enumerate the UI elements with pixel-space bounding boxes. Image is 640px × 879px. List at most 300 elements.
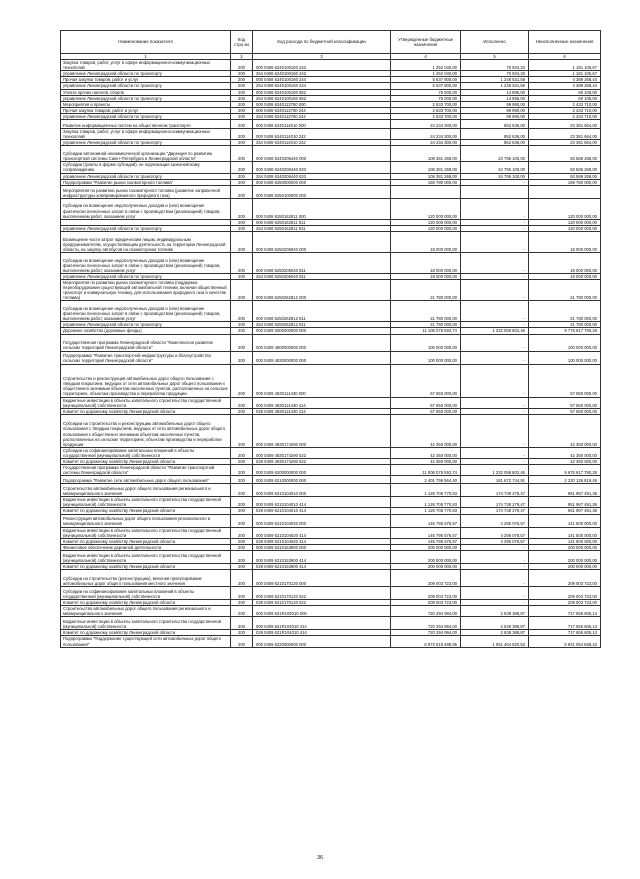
table-row [61, 301, 601, 322]
table-row [61, 550, 601, 563]
row-unexecuted-cell: 57 650 000,00 [529, 364, 601, 397]
row-executed-cell: 4 295 076,57 [461, 527, 529, 538]
row-approved-cell: 18 000 000,00 [391, 252, 461, 273]
row-executed-cell: 4 295 076,57 [461, 538, 529, 544]
row-executed-cell: 2 639 388,87 [461, 606, 529, 617]
row-classification-code-cell: 000 0409 6200000000 000 [253, 465, 391, 476]
row-approved-cell: 5 637 800,00 [391, 77, 461, 83]
row-approved-cell: 24 234 300,00 [391, 129, 461, 140]
row-classification-code-cell: 000 0409 6210104010 000 [253, 484, 391, 497]
row-line-code-cell: 200 [231, 334, 253, 351]
row-unexecuted-cell: 1 181 105,67 [529, 71, 601, 77]
row-executed-cell: 1 051 464 920,53 [461, 636, 529, 647]
row-approved-cell: 200 000 000,00 [391, 563, 461, 569]
row-approved-cell: 11 006 076 592,74 [391, 465, 461, 476]
row-classification-code-cell: 000 0409 621R104010 414 [253, 617, 391, 630]
row-executed-cell: - [461, 563, 529, 569]
row-line-code-cell: 200 [231, 301, 253, 322]
table-row [61, 60, 601, 71]
row-executed-cell: - [461, 219, 529, 225]
row-unexecuted-cell: 209 003 723,00 [529, 587, 601, 600]
row-unexecuted-cell: 4 389 268,44 [529, 77, 601, 83]
row-executed-cell: - [461, 544, 529, 550]
row-line-code-cell: 200 [231, 447, 253, 458]
row-unexecuted-cell: 60 105,00 [529, 95, 601, 101]
row-classification-code-cell: 000 0409 4830174290 522 [253, 447, 391, 458]
row-line-code-cell: 200 [231, 273, 253, 279]
row-unexecuted-cell: 57 650 000,00 [529, 397, 601, 408]
row-line-code-cell: 200 [231, 107, 253, 113]
row-unexecuted-cell: 18 000 000,00 [529, 231, 601, 252]
table-row [61, 279, 601, 300]
row-unexecuted-cell: 42 350 000,00 [529, 447, 601, 458]
row-classification-code-cell: 029 0409 6210104010 414 [253, 508, 391, 514]
row-classification-code-cell: 000 0409 4800000000 000 [253, 334, 391, 351]
row-executed-cell: - [461, 322, 529, 328]
row-classification-code-cell: 029 0409 621R104010 414 [253, 630, 391, 636]
row-executed-cell: 14 895,00 [461, 89, 529, 95]
row-unexecuted-cell: 717 655 605,13 [529, 606, 601, 617]
row-classification-code-cell: 029 0409 6210153900 414 [253, 563, 391, 569]
table-row [61, 527, 601, 538]
row-approved-cell: 21 780 000,00 [391, 279, 461, 300]
row-unexecuted-cell: 717 655 605,13 [529, 630, 601, 636]
report-page [60, 30, 600, 648]
table-row [61, 334, 601, 351]
row-name-cell: Подпрограмма "Развитие сети автомобильных дорог общего пользования" [61, 476, 231, 484]
row-executed-cell: 24 795 100,00 [461, 162, 529, 173]
row-line-code-cell: 200 [231, 630, 253, 636]
row-executed-cell: 14 895,00 [461, 95, 529, 101]
row-classification-code-cell: 000 0408 6250162811 000 [253, 198, 391, 219]
row-unexecuted-cell: 2 433 710,00 [529, 113, 601, 119]
row-classification-code-cell: 000 0409 6210000000 000 [253, 476, 391, 484]
row-executed-cell: - [461, 231, 529, 252]
column-number: 3 [253, 54, 391, 60]
row-executed-cell: - [461, 570, 529, 587]
row-classification-code-cell: 000 0409 4830114430 414 [253, 397, 391, 408]
row-approved-cell: 100 000 000,00 [391, 351, 461, 364]
page-number: 36 [316, 855, 324, 861]
table-row [61, 120, 601, 129]
row-line-code-cell: 200 [231, 397, 253, 408]
row-name-cell: Подпрограмма "Развитие рынка газомоторного топлива" [61, 179, 231, 185]
row-approved-cell: 108 381 268,00 [391, 173, 461, 179]
row-unexecuted-cell: 18 000 000,00 [529, 273, 601, 279]
row-name-cell: управление Ленинградской области по транспорту [61, 273, 231, 279]
row-name-cell: Комитет по дорожному хозяйству Ленинградской области [61, 563, 231, 569]
row-unexecuted-cell: 200 000 000,00 [529, 550, 601, 563]
row-executed-cell: - [461, 587, 529, 600]
row-unexecuted-cell: 42 350 000,00 [529, 459, 601, 465]
table-row [61, 162, 601, 173]
row-unexecuted-cell: 951 967 491,36 [529, 508, 601, 514]
row-executed-cell: - [461, 252, 529, 273]
row-line-code-cell: 200 [231, 173, 253, 179]
row-line-code-cell: 200 [231, 322, 253, 328]
row-executed-cell: 852 636,00 [461, 140, 529, 146]
row-approved-cell: 42 350 000,00 [391, 459, 461, 465]
row-name-cell: управление Ленинградской области по транспорту [61, 113, 231, 119]
row-executed-cell: 2 639 388,87 [461, 617, 529, 630]
row-name-cell: Субсидии на возмещение недополученных доходов и (или) возмещение фактически понесенных затрат в связи с производством (реализацией) товаров, выполнением работ, оказанием услуг [61, 198, 231, 219]
row-unexecuted-cell [529, 185, 601, 198]
row-executed-cell: - [461, 397, 529, 408]
row-classification-code-cell: 000 0408 6240114010 242 [253, 129, 391, 140]
row-executed-cell: - [461, 279, 529, 300]
row-name-cell: Мероприятия и проекты [61, 101, 231, 107]
row-approved-cell: 2 533 700,00 [391, 107, 461, 113]
row-approved-cell: 18 000 000,00 [391, 231, 461, 252]
row-name-cell: Субсидии на возмещение недополученных доходов и (или) возмещение фактически понесенных затрат в связи с производством (реализацией) товаров, выполнением работ, оказанием услуг [61, 252, 231, 273]
row-executed-cell: - [461, 447, 529, 458]
table-row [61, 146, 601, 162]
row-unexecuted-cell: 717 655 605,13 [529, 617, 601, 630]
row-approved-cell: 57 650 000,00 [391, 364, 461, 397]
table-row [61, 617, 601, 630]
header-indicator-name: Наименование показателя [61, 31, 231, 54]
row-executed-cell: 24 795 100,00 [461, 146, 529, 162]
row-executed-cell: 174 738 279,47 [461, 484, 529, 497]
row-unexecuted-cell: 21 780 000,00 [529, 322, 601, 328]
row-unexecuted-cell: 5 921 054 568,42 [529, 636, 601, 647]
row-approved-cell: 108 381 268,00 [391, 146, 461, 162]
row-unexecuted-cell: 100 000 000,00 [529, 351, 601, 364]
row-name-cell: Закупка товаров, работ, услуг в сфере информационно-коммуникационных технологий [61, 129, 231, 140]
row-unexecuted-cell: 18 000 000,00 [529, 252, 601, 273]
row-line-code-cell: 200 [231, 563, 253, 569]
row-line-code-cell: 200 [231, 459, 253, 465]
row-line-code-cell: 200 [231, 606, 253, 617]
row-classification-code-cell: 000 0408 6250162811 811 [253, 219, 391, 225]
row-approved-cell: 145 795 576,57 [391, 538, 461, 544]
row-name-cell: Прочая закупка товаров, работ и услуг [61, 77, 231, 83]
row-line-code-cell: 200 [231, 550, 253, 563]
row-line-code-cell: 200 [231, 408, 253, 414]
column-number: 5 [461, 54, 529, 60]
row-name-cell: Развитие информационных систем на общественном транспорте [61, 120, 231, 129]
row-unexecuted-cell: 60 105,00 [529, 89, 601, 95]
row-executed-cell: 4 295 076,57 [461, 514, 529, 527]
row-executed-cell: - [461, 334, 529, 351]
row-name-cell: Мероприятия по развитию рынка газомоторного топлива (поддержка переоборудования существующей автомобильной техники, включая общественный транспорт и коммунальную технику, для использования природного газа в качестве топлива) [61, 279, 231, 300]
table-row [61, 484, 601, 497]
table-row [61, 587, 601, 600]
row-name-cell: управление Ленинградской области по транспорту [61, 140, 231, 146]
row-line-code-cell: 200 [231, 95, 253, 101]
column-number: 1 [61, 54, 231, 60]
row-approved-cell: 200 000 000,00 [391, 544, 461, 550]
row-name-cell: Реконструкция автомобильных дорог общего пользования регионального и межмуниципального значения [61, 514, 231, 527]
row-approved-cell: 209 003 723,00 [391, 570, 461, 587]
row-classification-code-cell: 000 0409 6210170120 522 [253, 587, 391, 600]
row-line-code-cell: 200 [231, 71, 253, 77]
row-line-code-cell: 200 [231, 328, 253, 334]
row-unexecuted-cell: 2 433 710,00 [529, 101, 601, 107]
row-line-code-cell: 200 [231, 414, 253, 447]
row-classification-code-cell: 000 0408 6240100160 244 [253, 77, 391, 83]
row-classification-code-cell: 000 0408 6250100000 000 [253, 185, 391, 198]
row-approved-cell: 200 000 000,00 [391, 550, 461, 563]
row-name-cell: Возмещение части затрат юридическим лицам, индивидуальным предпринимателям, осуществляющим деятельность на территории Ленинградской области, на закупку автобусов на газомоторном топливе [61, 231, 231, 252]
row-executed-cell: - [461, 550, 529, 563]
row-line-code-cell: 200 [231, 497, 253, 508]
row-unexecuted-cell: 200 000 000,00 [529, 544, 601, 550]
table-row [61, 185, 601, 198]
row-approved-cell: 21 780 000,00 [391, 322, 461, 328]
row-approved-cell: 24 234 300,00 [391, 140, 461, 146]
table-row [61, 465, 601, 476]
row-unexecuted-cell: 9 676 917 790,28 [529, 465, 601, 476]
row-name-cell: Субсидии автономной некоммерческой организации "Дирекция по развитию транспортной системы Санкт-Петербурга и Ленинградской области" [61, 146, 231, 162]
row-executed-cell: 99 990,00 [461, 107, 529, 113]
row-approved-cell: 159 780 000,00 [391, 179, 461, 185]
row-line-code-cell: 200 [231, 508, 253, 514]
row-name-cell: Субсидии (гранты в форме субсидий), не подлежащие казначейскому сопровождению [61, 162, 231, 173]
row-classification-code-cell: 000 0409 4830000000 000 [253, 351, 391, 364]
row-approved-cell: 209 003 723,00 [391, 587, 461, 600]
header-executed: Исполнено [461, 31, 529, 54]
row-unexecuted-cell: 1 181 105,67 [529, 60, 601, 71]
row-name-cell: Субсидии на строительство (реконструкцию), включая проектирование автомобильных дорог общего пользования местного значения [61, 570, 231, 587]
row-unexecuted-cell: 83 586 268,00 [529, 162, 601, 173]
table-row [61, 606, 601, 617]
row-unexecuted-cell: 4 389 268,44 [529, 83, 601, 89]
row-classification-code-cell: 254 0408 6240100160 852 [253, 95, 391, 101]
row-executed-cell: - [461, 351, 529, 364]
row-classification-code-cell: 000 0409 621R104010 000 [253, 606, 391, 617]
row-name-cell: Мероприятия по развитию рынка газомоторного топлива (развитие заправочной инфраструктуры компримированного природного газа) [61, 185, 231, 198]
row-line-code-cell: 200 [231, 89, 253, 95]
row-name-cell: Комитет по дорожному хозяйству Ленинградской области [61, 459, 231, 465]
row-classification-code-cell: 000 0409 6210153900 000 [253, 544, 391, 550]
row-name-cell: Дорожное хозяйство (дорожные фонды) [61, 328, 231, 334]
row-line-code-cell: 200 [231, 600, 253, 606]
row-unexecuted-cell: 209 003 723,00 [529, 600, 601, 606]
row-unexecuted-cell: 2 433 710,00 [529, 107, 601, 113]
row-name-cell: управление Ленинградской области по транспорту [61, 322, 231, 328]
row-name-cell: Государственная программа Ленинградской области "Комплексное развитие сельских территорий Ленинградской области" [61, 334, 231, 351]
row-name-cell: Строительство автомобильных дорог общего пользования регионального и межмуниципального значения [61, 606, 231, 617]
table-row [61, 636, 601, 647]
column-number: 4 [391, 54, 461, 60]
row-classification-code-cell: 000 0408 6240206440 633 [253, 162, 391, 173]
row-unexecuted-cell: 141 500 000,00 [529, 527, 601, 538]
row-classification-code-cell: 000 0409 6210104020 000 [253, 514, 391, 527]
row-classification-code-cell: 000 0408 6250206040 811 [253, 252, 391, 273]
row-name-cell: Государственная программа Ленинградской области "Развитие транспортной системы Ленинградской области" [61, 465, 231, 476]
table-body [61, 60, 601, 648]
row-executed-cell: 24 795 100,00 [461, 173, 529, 179]
row-name-cell: Субсидии на софинансирование капитальных вложений в объекты государственной (муниципальной) собственности [61, 587, 231, 600]
row-unexecuted-cell: 23 381 664,00 [529, 120, 601, 129]
row-line-code-cell: 200 [231, 219, 253, 225]
row-executed-cell: 99 990,00 [461, 113, 529, 119]
table-row [61, 414, 601, 447]
row-executed-cell [461, 185, 529, 198]
row-name-cell: Финансовое обеспечение дорожной деятельности [61, 544, 231, 550]
row-executed-cell: 70 934,33 [461, 60, 529, 71]
table-row [61, 570, 601, 587]
row-executed-cell: 174 738 279,47 [461, 508, 529, 514]
row-line-code-cell: 200 [231, 198, 253, 219]
row-executed-cell: - [461, 364, 529, 397]
row-unexecuted-cell: 83 586 268,00 [529, 146, 601, 162]
row-executed-cell: 99 990,00 [461, 101, 529, 107]
row-classification-code-cell: 000 0408 6240113760 244 [253, 107, 391, 113]
row-approved-cell: 1 252 040,00 [391, 60, 461, 71]
row-classification-code-cell: 000 0408 6250000000 000 [253, 179, 391, 185]
row-approved-cell: 2 401 799 564,40 [391, 476, 461, 484]
row-executed-cell: - [461, 301, 529, 322]
row-name-cell: Бюджетные инвестиции в объекты капитального строительства государственной (муниципальной) собственности [61, 497, 231, 508]
row-unexecuted-cell: 9 776 917 790,28 [529, 328, 601, 334]
row-executed-cell: - [461, 459, 529, 465]
row-name-cell: Бюджетные инвестиции в объекты капитального строительства государственной (муниципальной) собственности [61, 527, 231, 538]
row-name-cell: Бюджетные инвестиции в объекты капитального строительства государственной (муниципальной) собственности [61, 617, 231, 630]
row-approved-cell: 120 000 000,00 [391, 198, 461, 219]
row-approved-cell: 1 126 705 770,83 [391, 497, 461, 508]
row-approved-cell: 720 294 994,00 [391, 606, 461, 617]
row-line-code-cell: 200 [231, 484, 253, 497]
row-executed-cell: 181 672 744,91 [461, 476, 529, 484]
row-line-code-cell: 200 [231, 225, 253, 231]
row-line-code-cell: 200 [231, 179, 253, 185]
row-approved-cell: 42 350 000,00 [391, 414, 461, 447]
row-name-cell: управление Ленинградской области по транспорту [61, 95, 231, 101]
row-classification-code-cell: 000 0408 6240100160 852 [253, 89, 391, 95]
row-name-cell: Комитет по дорожному хозяйству Ленинградской области [61, 600, 231, 606]
row-name-cell: управление Ленинградской области по транспорту [61, 83, 231, 89]
row-line-code-cell: 200 [231, 162, 253, 173]
budget-execution-table [60, 30, 601, 648]
column-number: 6 [529, 54, 601, 60]
row-name-cell: Комитет по дорожному хозяйству Ленинградской области [61, 508, 231, 514]
header-unexecuted: Неисполненные назначения [529, 31, 601, 54]
row-unexecuted-cell: 57 650 000,00 [529, 408, 601, 414]
row-approved-cell: 24 234 300,00 [391, 120, 461, 129]
row-classification-code-cell: 029 0409 4830174290 522 [253, 459, 391, 465]
table-header-row [61, 31, 601, 54]
row-line-code-cell: 200 [231, 538, 253, 544]
row-executed-cell: 1 332 058 802,46 [461, 465, 529, 476]
row-classification-code-cell: 000 0409 6220000000 000 [253, 636, 391, 647]
row-executed-cell: 852 636,00 [461, 129, 529, 140]
row-executed-cell: 174 738 279,47 [461, 497, 529, 508]
row-executed-cell: 70 934,33 [461, 71, 529, 77]
row-approved-cell: 1 126 705 770,83 [391, 484, 461, 497]
row-approved-cell: 120 000 000,00 [391, 225, 461, 231]
row-line-code-cell: 200 [231, 364, 253, 397]
row-name-cell: Бюджетные инвестиции в объекты капитального строительства государственной (муниципальной) собственности [61, 397, 231, 408]
row-unexecuted-cell: 21 780 000,00 [529, 301, 601, 322]
row-line-code-cell: 200 [231, 279, 253, 300]
row-unexecuted-cell: 23 381 664,00 [529, 140, 601, 146]
row-approved-cell: 720 294 994,00 [391, 617, 461, 630]
row-executed-cell: - [461, 273, 529, 279]
row-executed-cell: - [461, 198, 529, 219]
row-name-cell: Бюджетные инвестиции в объекты капитального строительства государственной (муниципальной) собственности [61, 550, 231, 563]
table-row [61, 231, 601, 252]
row-approved-cell: 75 000,00 [391, 89, 461, 95]
row-name-cell: Уплата прочих налогов, сборов [61, 89, 231, 95]
row-approved-cell: 720 294 994,00 [391, 630, 461, 636]
row-approved-cell: 57 650 000,00 [391, 397, 461, 408]
row-line-code-cell: 200 [231, 636, 253, 647]
row-unexecuted-cell: 83 586 268,00 [529, 173, 601, 179]
row-classification-code-cell: 029 0409 6210104020 414 [253, 538, 391, 544]
row-executed-cell: 1 248 531,58 [461, 77, 529, 83]
row-line-code-cell: 200 [231, 570, 253, 587]
row-classification-code-cell: 000 0409 6210104010 414 [253, 497, 391, 508]
row-approved-cell: 75 000,00 [391, 95, 461, 101]
header-budget-classification: Код расхода по бюджетной классификации [253, 31, 391, 54]
row-classification-code-cell: 254 0408 6240114010 242 [253, 140, 391, 146]
table-row [61, 476, 601, 484]
table-row [61, 351, 601, 364]
row-classification-code-cell: 254 0408 6240206440 633 [253, 173, 391, 179]
row-name-cell: управление Ленинградской области по транспорту [61, 225, 231, 231]
row-executed-cell: - [461, 414, 529, 447]
row-unexecuted-cell: 159 780 000,00 [529, 179, 601, 185]
row-executed-cell: - [461, 179, 529, 185]
row-classification-code-cell: 000 0408 6250262812 000 [253, 279, 391, 300]
row-unexecuted-cell: 200 000 000,00 [529, 563, 601, 569]
row-name-cell: Строительство и реконструкция автомобильных дорог общего пользования с твердым покрытием, ведущих от сети автомобильных дорог общего пользования к общественно значимым объектам населенных пунктов, расположенных на сельских территориях, объектам производства и переработки продукции [61, 364, 231, 397]
row-executed-cell: 1 332 058 802,46 [461, 328, 529, 334]
row-name-cell: Комитет по дорожному хозяйству Ленинградской области [61, 630, 231, 636]
table-row [61, 514, 601, 527]
row-approved-cell [391, 185, 461, 198]
table-row [61, 129, 601, 140]
row-approved-cell: 2 533 700,00 [391, 113, 461, 119]
row-unexecuted-cell: 21 780 000,00 [529, 279, 601, 300]
row-unexecuted-cell: 951 967 491,36 [529, 497, 601, 508]
row-classification-code-cell: 029 0409 4830114430 414 [253, 408, 391, 414]
row-executed-cell: - [461, 600, 529, 606]
row-name-cell: Комитет по дорожному хозяйству Ленинградской области [61, 408, 231, 414]
header-approved: Утвержденные бюджетные назначения [391, 31, 461, 54]
row-name-cell: Комитет по дорожному хозяйству Ленинградской области [61, 538, 231, 544]
row-line-code-cell: 200 [231, 252, 253, 273]
row-approved-cell: 100 000 000,00 [391, 334, 461, 351]
row-unexecuted-cell: 120 000 000,00 [529, 219, 601, 225]
row-line-code-cell: 200 [231, 617, 253, 630]
row-approved-cell: 209 003 723,00 [391, 600, 461, 606]
row-classification-code-cell: 029 0409 6210170120 522 [253, 600, 391, 606]
row-unexecuted-cell: 141 500 000,00 [529, 538, 601, 544]
row-line-code-cell: 200 [231, 120, 253, 129]
row-name-cell: Субсидии на софинансирование капитальных вложений в объекты государственной (муниципальной) собственности [61, 447, 231, 458]
row-line-code-cell: 200 [231, 146, 253, 162]
row-executed-cell: - [461, 225, 529, 231]
row-executed-cell: 2 639 388,87 [461, 630, 529, 636]
row-name-cell: Субсидии на возмещение недополученных доходов и (или) возмещение фактически понесенных затрат в связи с производством (реализацией) товаров, выполнением работ, оказанием услуг [61, 301, 231, 322]
row-unexecuted-cell: 23 381 664,00 [529, 129, 601, 140]
row-line-code-cell: 200 [231, 514, 253, 527]
row-line-code-cell: 200 [231, 465, 253, 476]
table-row [61, 198, 601, 219]
row-approved-cell: 145 795 576,57 [391, 514, 461, 527]
row-line-code-cell: 200 [231, 587, 253, 600]
row-approved-cell: 18 000 000,00 [391, 273, 461, 279]
row-unexecuted-cell: 120 000 000,00 [529, 225, 601, 231]
row-executed-cell: - [461, 408, 529, 414]
row-classification-code-cell: 000 0409 6210153900 414 [253, 550, 391, 563]
row-line-code-cell: 200 [231, 113, 253, 119]
row-classification-code-cell: 000 0408 6240100160 242 [253, 60, 391, 71]
row-unexecuted-cell: 2 220 126 819,49 [529, 476, 601, 484]
